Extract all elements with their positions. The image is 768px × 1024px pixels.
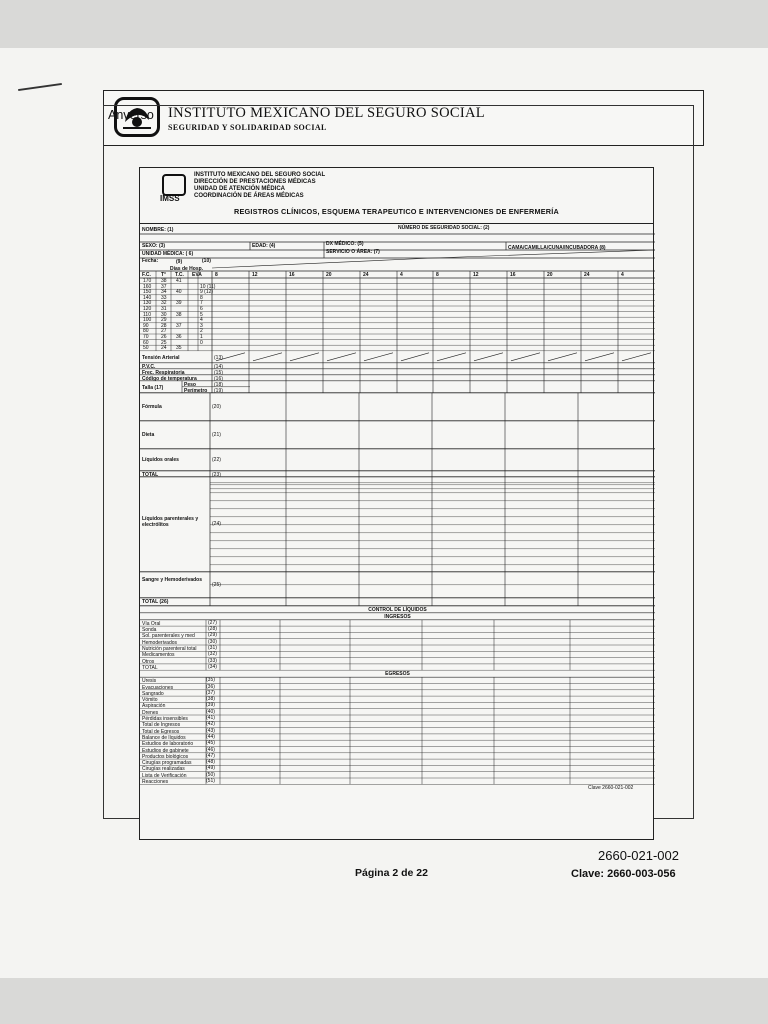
fc-value: 80 [143, 328, 149, 335]
section-num: (21) [212, 431, 221, 438]
fc-value: 70 [143, 334, 149, 340]
output-num: (41) [206, 715, 215, 721]
clinical-row-label: Frec. Respiratoria [142, 369, 185, 376]
output-num: (49) [206, 765, 215, 772]
sex-label: SEXO: (3) [142, 243, 166, 249]
temp-value: 32 [161, 300, 167, 307]
intake-label: Otros [142, 658, 155, 665]
fc-value: 100 [143, 317, 152, 324]
form-code: 2660-021-002 [598, 848, 679, 863]
tc-value: 38 [176, 311, 182, 318]
intake-num: (31) [208, 645, 217, 651]
eva-value: 0 [200, 339, 203, 346]
institution-title: INSTITUTO MEXICANO DEL SEGURO SOCIAL [168, 105, 485, 121]
output-label: Estudios de laboratorio [142, 741, 194, 748]
vital-header-eva: EVA [192, 272, 202, 278]
eva-value: 8 [200, 294, 203, 301]
tc-value: 41 [176, 278, 182, 284]
output-label: Balance de líquidos [142, 734, 186, 741]
service-label: SERVICIO O ÁREA: (7) [326, 249, 380, 255]
grid-line [622, 353, 651, 361]
side-label: Anverso [108, 108, 154, 122]
patient-name-label: NOMBRE: (1) [142, 227, 174, 233]
pen-mark [18, 83, 62, 91]
hour-label: 8 [436, 272, 439, 278]
output-num: (38) [206, 696, 215, 703]
eva-value: 9 (12) [200, 289, 214, 296]
output-num: (36) [206, 683, 215, 690]
section-label: Fórmula [142, 403, 162, 410]
intake-title: INGRESOS [384, 613, 411, 620]
age-label: EDAD: (4) [252, 243, 276, 249]
diagnosis-label: DX MÉDICO: (5) [326, 241, 364, 247]
output-label: Total de Egresos [142, 728, 180, 735]
grid-line [437, 353, 466, 361]
intake-label: Hemoderivados [142, 639, 178, 646]
temp-value: 24 [161, 345, 167, 352]
output-num: (45) [206, 740, 215, 747]
output-label: Pérdidas insensibles [142, 716, 188, 722]
hour-label: 12 [252, 272, 258, 278]
institution-subtitle: SEGURIDAD Y SOLIDARIDAD SOCIAL [168, 123, 327, 132]
vital-header-t: T° [161, 272, 167, 278]
output-label: Vómito [142, 697, 158, 704]
output-num: (35) [206, 677, 215, 684]
fc-value: 140 [143, 294, 152, 301]
date-num: (9) [176, 259, 183, 265]
fc-value: 110 [143, 311, 151, 318]
output-num: (39) [206, 702, 215, 709]
tc-value: 39 [176, 300, 182, 307]
eva-value: 4 [200, 317, 203, 324]
height-label: Talla (17) [142, 384, 164, 391]
intake-num: (30) [208, 638, 217, 645]
grid-line [253, 353, 282, 361]
output-num: (48) [206, 759, 215, 766]
temp-value: 34 [161, 289, 167, 296]
eva-value: 6 [200, 306, 203, 312]
output-label: Uresis [142, 678, 157, 685]
eva-value: 5 [200, 311, 203, 318]
vital-header-fc: F.C. [142, 272, 151, 278]
temp-value: 37 [161, 283, 167, 290]
hour-label: 24 [363, 272, 369, 278]
grid-line [585, 353, 614, 361]
vital-header-tc: T.C. [175, 272, 184, 278]
output-num: (42) [206, 721, 215, 728]
output-label: Evacuaciones [142, 684, 174, 691]
fluid-control-title: CONTROL DE LÍQUIDOS [368, 606, 427, 613]
hour-label: 8 [215, 272, 218, 278]
tc-value: 35 [176, 345, 182, 352]
clinical-row-num: (13) [214, 354, 223, 361]
temp-value: 30 [161, 311, 167, 318]
output-label: Estudios de gabinete [142, 747, 189, 754]
temp-value: 33 [161, 294, 167, 301]
output-num: (47) [206, 752, 215, 759]
intake-label: Sol. parenterales y med [142, 633, 195, 640]
intake-num: (29) [208, 632, 217, 639]
org-line: UNIDAD DE ATENCIÓN MÉDICA [194, 186, 285, 192]
temp-value: 26 [161, 334, 167, 340]
clinical-row-label: P.V.C. [142, 363, 156, 370]
page-number: Página 2 de 22 [355, 867, 428, 879]
grid-line [511, 353, 540, 361]
org-line: INSTITUTO MEXICANO DEL SEGURO SOCIAL [194, 172, 326, 178]
output-num: (50) [206, 771, 215, 778]
temp-value: 25 [161, 339, 167, 346]
intake-label: Medicamentos [142, 652, 175, 659]
section-label: Dieta [142, 431, 155, 438]
output-label: Lista de Verificación [142, 772, 187, 779]
output-num: (43) [206, 727, 215, 734]
temp-value: 27 [161, 328, 167, 335]
output-label: Productos biológicos [142, 753, 189, 760]
hour-label: 12 [473, 272, 479, 278]
output-num: (40) [206, 708, 215, 715]
grid-line [212, 258, 433, 268]
fc-value: 150 [143, 289, 152, 296]
clinical-row-num: (16) [214, 375, 223, 382]
output-label: Total de Ingresos [142, 722, 181, 729]
eva-value: 10 (11) [200, 283, 216, 290]
eva-value: 1 [200, 334, 203, 340]
tc-value: 37 [176, 322, 182, 329]
clinical-row-num: (14) [214, 363, 223, 370]
perimeter-label: Perímetro [184, 387, 208, 394]
intake-label: Vía Oral [142, 620, 161, 627]
fc-value: 120 [143, 306, 152, 312]
fc-value: 160 [143, 283, 152, 290]
hour-label: 16 [510, 272, 516, 278]
fc-value: 170 [143, 278, 152, 284]
hour-label: 16 [289, 272, 295, 278]
section-label: TOTAL [142, 471, 159, 478]
section-label: Líquidos parenterales y electrólitos [142, 516, 199, 529]
fc-value: 60 [143, 339, 149, 346]
eva-value: 2 [200, 328, 203, 335]
grid-line [433, 250, 655, 258]
output-num: (37) [206, 689, 215, 696]
output-label: Cirugías realizadas [142, 766, 185, 773]
org-line: DIRECCIÓN DE PRESTACIONES MÉDICAS [194, 179, 316, 185]
grid-line [548, 353, 577, 361]
temp-value: 38 [161, 278, 167, 284]
org-line: COORDINACIÓN DE ÁREAS MÉDICAS [194, 193, 304, 199]
intake-label: Sonda [142, 627, 157, 634]
hosp-days-label: Días de Hosp. [170, 266, 204, 272]
grid-line [327, 353, 356, 361]
grid-line [290, 353, 319, 361]
intake-num: (27) [208, 619, 217, 626]
intake-num: (28) [208, 626, 217, 633]
output-num: (46) [206, 746, 215, 753]
temp-value: 31 [161, 306, 167, 312]
output-num: (51) [206, 778, 215, 784]
output-label: Drenes [142, 709, 159, 716]
small-clave-code: Clave 2660-021-002 [588, 785, 634, 792]
output-label: Reacciones [142, 779, 169, 785]
clinical-row-num: (15) [214, 369, 223, 376]
temp-value: 29 [161, 317, 167, 324]
unit-label: UNIDAD MÉDICA: ( 6) [142, 251, 194, 257]
clinical-row-label: Tensión Arterial [142, 354, 180, 361]
mini-logo-text: IMSS [160, 194, 180, 203]
form-title: REGISTROS CLÍNICOS, ESQUEMA TERAPEUTICO E INTERVENCIONES DE ENFERMERÍA [234, 207, 559, 216]
intake-num: (32) [208, 651, 217, 658]
perimeter-num: (19) [214, 387, 223, 394]
intake-num: (33) [208, 657, 217, 664]
section-label: Sangre y Hemoderivados [142, 576, 203, 583]
section-num: (20) [212, 403, 221, 410]
section-num: (23) [212, 471, 221, 478]
eva-value: 3 [200, 322, 203, 329]
fc-value: 90 [143, 322, 149, 329]
weight-label: Peso [184, 381, 196, 388]
nursing-record-form [139, 167, 654, 840]
fc-value: 50 [143, 345, 149, 352]
intake-label: TOTAL [142, 664, 158, 671]
tc-value: 36 [176, 334, 182, 340]
output-label: Sangrado [142, 690, 164, 697]
section-num: (22) [212, 456, 221, 463]
fc-value: 130 [143, 300, 152, 307]
bed-label: CAMA/CAMILLA/CUNA/INCUBADORA (8) [508, 245, 606, 251]
hour-label: 4 [621, 272, 624, 278]
grid-line [401, 353, 429, 361]
hour-label: 24 [584, 272, 590, 278]
date-num2: (10) [202, 258, 211, 264]
tc-value: 40 [176, 289, 182, 296]
nss-label: NÚMERO DE SEGURIDAD SOCIAL: (2) [398, 225, 490, 231]
grid-line [364, 353, 393, 361]
hour-label: 20 [547, 272, 553, 278]
form-grid-lines [140, 168, 655, 841]
intake-label: Nutrición parenteral total [142, 646, 197, 652]
section-label: Líquidos orales [142, 456, 179, 463]
intake-num: (34) [208, 663, 217, 670]
hour-label: 20 [326, 272, 332, 278]
section-num: (24) [212, 521, 221, 528]
output-num: (44) [206, 733, 215, 740]
date-label: Fecha: [142, 258, 159, 264]
temp-value: 28 [161, 322, 167, 329]
output-title: EGRESOS [385, 671, 410, 678]
grid-line [474, 353, 503, 361]
hour-label: 4 [400, 272, 403, 278]
output-label: Aspiración [142, 703, 166, 710]
output-label: Cirugías programadas [142, 760, 192, 767]
clinical-row-label: Código de temperatura [142, 375, 197, 382]
eva-value: 7 [200, 300, 203, 307]
section-label: TOTAL (26) [142, 598, 169, 605]
clave-code: Clave: 2660-003-056 [571, 868, 676, 880]
section-num: (25) [212, 581, 221, 588]
weight-num: (18) [214, 381, 223, 388]
